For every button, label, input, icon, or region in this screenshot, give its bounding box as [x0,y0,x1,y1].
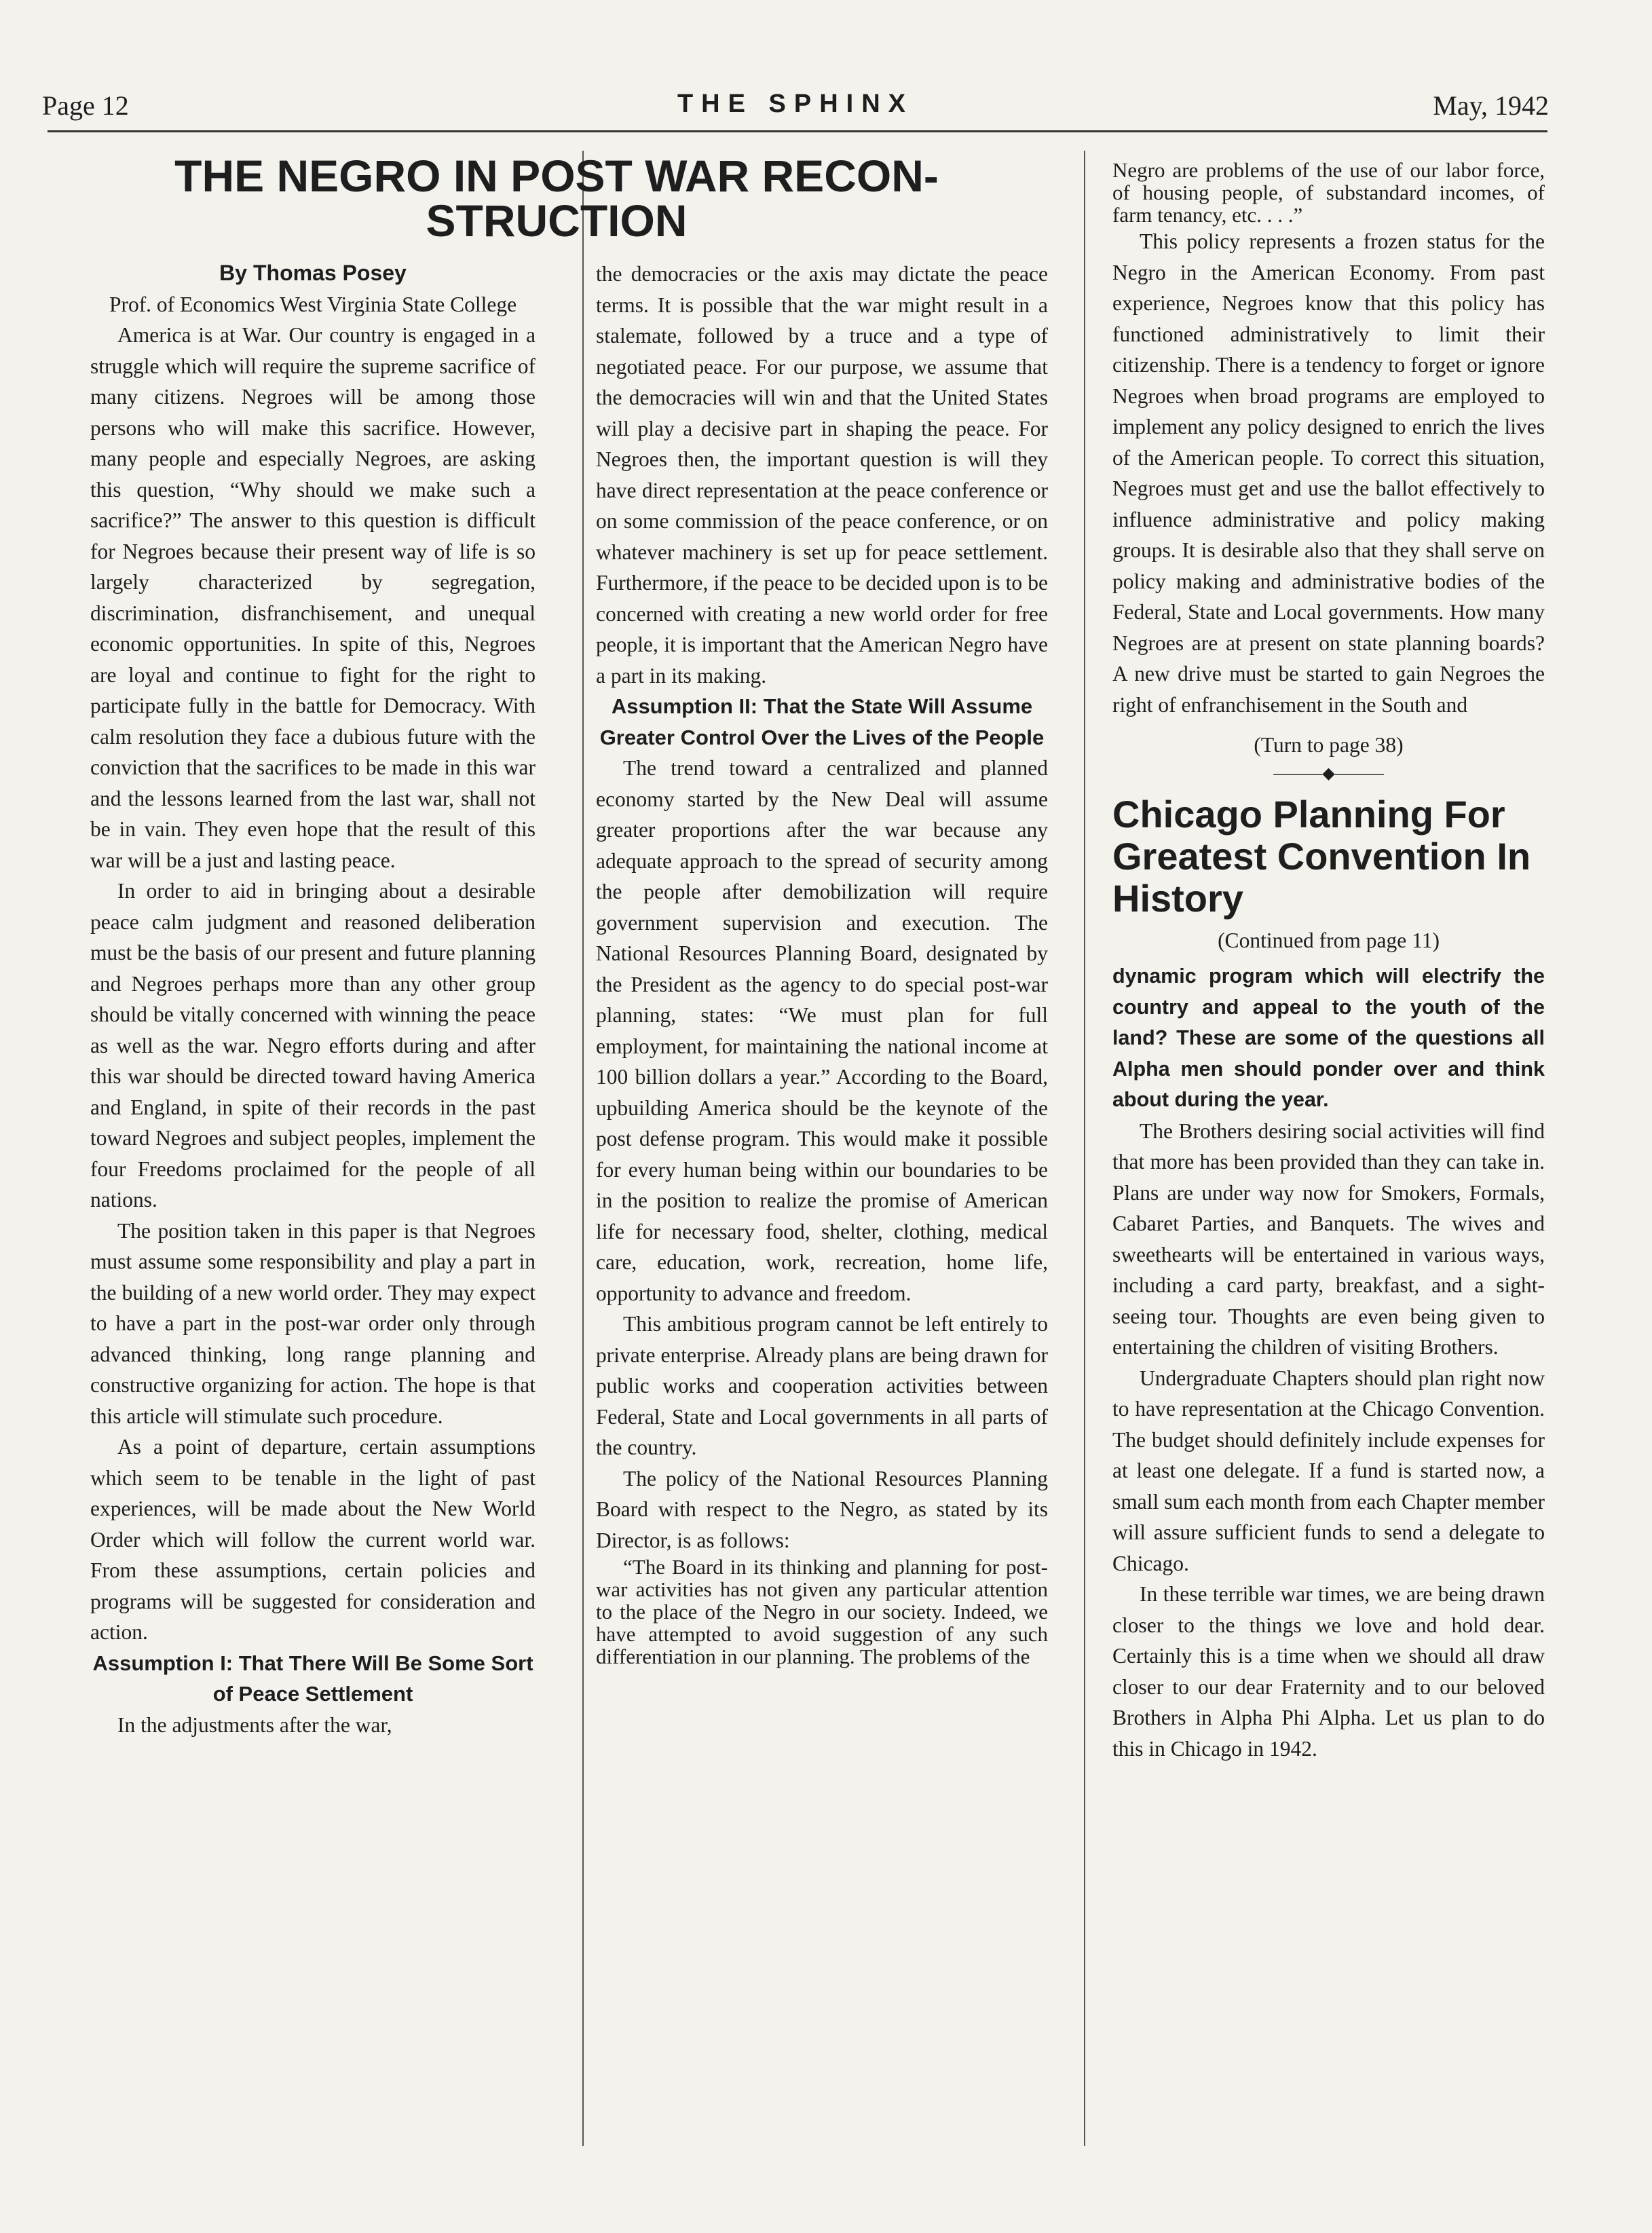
bold-intro: dynamic program which will electrify the country and appeal to the youth of the land? These are some of the questions all Alpha men should ponder over and think about during the year. [1112,964,1545,1111]
quotation: “The Board in its thinking and planning for post-war activities has not given any particular attention to the place of the Negro in our society. Indeed, we have attempted to avoid suggestion of any such differentiation in our planning. The problems of the [596,1555,1048,1668]
issue-date: May, 1942 [1433,90,1549,121]
article-title-line2: STRUCTION [426,195,688,246]
paragraph: The Brothers desiring social activities will find that more has been provided than they can take in. Plans are under way now for Smokers, Formals, Cabaret Parties, and Banquets. The wives and sweethearts will be entertained in various ways, including a card party, breakfast, and a sight-seeing tour. Thoughts are even being given to entertaining the children of visiting Brothers. [1112,1119,1545,1359]
section-heading: Assumption II: That the State Will Assume Greater Control Over the Lives of the People [599,694,1045,749]
column-divider [582,151,584,2146]
page-number: Page 12 [42,90,129,121]
paragraph: The position taken in this paper is that Negroes must assume some responsibility and play a part in the building of a new world order. They may expect to have a part in the post-war order only through advanced thinking, long range planning and constructive organizing for action. The hope is that this article will stimulate such procedure. [90,1218,536,1428]
paragraph: The trend toward a centralized and planned economy started by the New Deal will assume greater proportions after the war because any adequate approach to the spread of security among the people after demobilization will require government supervision and execution. The National Resources Planning Board, designated by the President as the agency to do special post-war planning, states: “We must plan for full employment, for maintaining the national income at 100 billion dollars a year.” According to the Board, upbuilding America should be the keynote of the post defense program. This would make it possible for every human being within our boundaries to be in the position to realize the promise of American life for necessary food, shelter, clothing, medical care, education, work, recreation, home life, opportunity to advance and freedom. [596,756,1048,1305]
paragraph: In these terrible war times, we are being drawn closer to the things we love and hold dear. Certainly this is a time when we should all draw closer to our dear Fraternity and to our beloved Brothers in Alpha Phi Alpha. Let us plan to do this in Chicago in 1942. [1112,1582,1545,1761]
article-title [95,151,1018,246]
column-2 [596,259,1048,1668]
continuation-note: (Turn to page 38) [1254,733,1404,757]
quotation: Negro are problems of the use of our labor force, of housing people, of substandard incomes, of farm tenancy, etc. . . .” [1112,158,1545,227]
paragraph: In the adjustments after the war, [117,1712,392,1737]
header-rule [48,130,1547,132]
divider-ornament: ———◆——— [1273,764,1384,783]
paragraph: In order to aid in bringing about a desirable peace calm judgment and reasoned deliberation must be the basis of our present and future planning and Negroes perhaps more than any other group should be vitally concerned with winning the peace as well as the war. Negro efforts during and after this war should be directed toward having America and England, in spite of their records in the past toward Negroes and subject peoples, implement the four Freedoms proclaimed for the people of all nations. [90,879,536,1212]
byline: By Thomas Posey [219,261,407,285]
paragraph: The policy of the National Resources Planning Board with respect to the Negro, as stated by its Director, is as follows: [596,1466,1048,1552]
page-header [42,90,1549,132]
publication-title: THE SPHINX [677,90,914,118]
column-3 [1112,159,1545,1764]
author-affiliation: Prof. of Economics West Virginia State College [109,292,517,316]
paragraph: Undergraduate Chapters should plan right now to have representation at the Chicago Convention. The budget should definitely include expenses for at least one delegate. If a fund is started now, a small sum each month from each Chapter member will assure sufficient funds to send a delegate to Chicago. [1112,1366,1545,1575]
paragraph: the democracies or the axis may dictate the peace terms. It is possible that the war might result in a stalemate, followed by a truce and a type of negotiated peace. For our purpose, we assume that the democracies will win and that the United States will play a decisive part in shaping the peace. For Negroes then, the important question is will they have direct representation at the peace conference or on some commission of the peace conference, or on whatever machinery is set up for peace settlement. Furthermore, if the peace to be decided upon is to be concerned with creating a new world order for free people, it is important that the American Negro have a part in its making. [596,262,1048,688]
paragraph: This policy represents a frozen status for the Negro in the American Economy. From past experience, Negroes know that this policy has functioned administratively to limit their citizenship. There is a tendency to forget or ignore Negroes when broad programs are employed to implement any policy designed to enrich the lives of the American people. To correct this situation, Negroes must get and use the ballot effectively to influence administrative and policy making groups. It is desirable also that they shall serve on policy making and administrative bodies of the Federal, State and Local governments. How many Negroes are at present on state planning boards? A new drive must be started to gain Negroes the right of enfranchisement in the South and [1112,229,1545,717]
paragraph: As a point of departure, certain assumptions which seem to be tenable in the light of past experiences, will be made about the New World Order which will follow the current world war. From these assumptions, certain policies and programs will be suggested for consideration and action. [90,1435,536,1644]
article-title-line1: THE NEGRO IN POST WAR RECON- [174,151,939,201]
paragraph: America is at War. Our country is engaged in a struggle which will require the supreme sacrifice of many citizens. Negroes will be among those persons who will make this sacrifice. However, many people and especially Negroes, are asking this question, “Why should we make such a sacrifice?” The answer to this question is difficult for Negroes because their present way of life is so largely characterized by segregation, discrimination, disfranchisement, and unequal economic opportunities. In spite of this, Negroes are loyal and continue to fight for the right to participate fully in the battle for Democracy. With calm resolution they face a dubious future with the conviction that the sacrifices to be made in this war and the lessons learned from the last war, shall not be in vain. They even hope that the result of this war will be a just and lasting peace. [90,323,536,872]
paragraph: This ambitious program cannot be left entirely to private enterprise. Already plans are being drawn for public works and cooperation activities between Federal, State and Local governments in all parts of the country. [596,1312,1048,1459]
column-divider [1084,151,1085,2146]
continued-note: (Continued from page 11) [1218,928,1440,952]
section-heading: Assumption I: That There Will Be Some Sort of Peace Settlement [92,1651,533,1706]
article-title-chicago: Chicago Planning For Greatest Convention In History [1112,792,1531,920]
column-1 [90,258,536,1740]
